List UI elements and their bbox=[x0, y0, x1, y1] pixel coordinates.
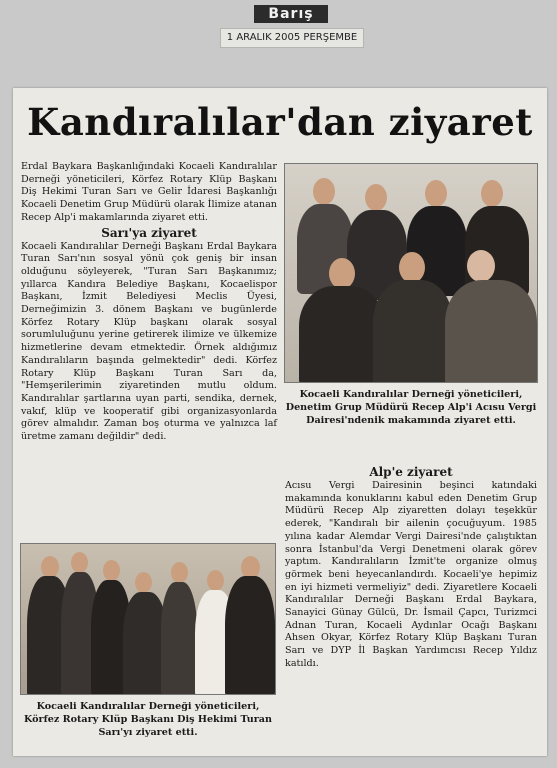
photo-sari-caption: Kocaeli Kandıralılar Derneği yöneticileri, Körfez Rotary Klüp Başkanı Diş Hekimi Turan Sarı'yı ziyaret etti. bbox=[24, 701, 272, 738]
publication-date: 1 ARALIK 2005 PERŞEMBE bbox=[220, 28, 364, 48]
photo-sari-visit bbox=[20, 543, 276, 695]
newspaper-masthead: Barış bbox=[254, 5, 328, 23]
section-body-alp: Acısu Vergi Dairesinin beşinci katındaki makamında konuklarını kabul eden Denetim Grup Müdürü Recep Alp ziyaretten dolayı teşekkür ederek, "Kandıralı bir ailenin çocuğuyum. 1985 yılına kadar Alemdar Vergi Dairesi'nde çalıştıktan sonra İstanbul'da Vergi Denetmeni olarak görev yaptım. Kandıralıların İzmit'te organize olmuş görmek beni heyecanlandırdı. Kocaeli'ye hepimiz en iyi hizmeti vermeliyiz" dedi. Ziyaretlere Kocaeli Kandıralılar Derneği Başkanı Erdal Baykara, Sanayici Günay Gülcü, Dr. İsmail Çapcı, Turizmci Adnan Turan, Kocaeli Aydınlar Ocağı Başkanı Ahsen Okyar, Körfez Rotary Klüp Başkanı Turan Sarı ve DYP İl Başkan Yardımcısı Recep Yıldız katıldı. bbox=[285, 480, 537, 669]
article-headline: Kandıralılar'dan ziyaret bbox=[27, 100, 533, 144]
section-title-alp: Alp'e ziyaret bbox=[369, 465, 453, 479]
photo-alp-visit bbox=[284, 163, 538, 383]
section-title-sari: Sarı'ya ziyaret bbox=[101, 225, 197, 240]
newspaper-clipping bbox=[13, 88, 547, 756]
article-intro: Erdal Baykara Başkanlığındaki Kocaeli Kandıralılar Derneği yöneticileri, Körfez Rotary Klüp Başkanı Diş Hekimi Turan Sarı ve Gelir İdaresi Başkanlığı Kocaeli Denetim Grup Müdürü olarak İlimize atanan Recep Alp'i makamlarında ziyaret etti. bbox=[21, 161, 277, 223]
photo-alp-caption: Kocaeli Kandıralılar Derneği yöneticileri, Denetim Grup Müdürü Recep Alp'i Acısu Vergi Dairesi'ndenik makamında ziyaret etti. bbox=[285, 389, 537, 426]
right-column bbox=[285, 464, 537, 671]
section-body-sari: Kocaeli Kandıralılar Derneği Başkanı Erdal Baykara Turan Sarı'nın sosyal yönü çok geniş bir insan olduğunu söyleyerek, "Turan Sarı Başkanımız; yıllarca Kandıra Belediye Başkanı, Kocaelispor Başkanı, İzmit Belediyesi Meclis Üyesi, Derneğimizin 3. dönem Başkanı ve bugünlerde Körfez Rotary Klüp başkanı olarak sosyal sorumluluğunu yerine getirerek ilimize ve ülkemize hizmetlerine devam etmektedir. Örnek aldığımız Kandıralıların başında gelmektedir" dedi. Körfez Rotary Klüp Başkanı Turan Sarı da, "Hemşerilerimin ziyaretinden mutlu oldum. Kandıralılar şartlarına uyan parti, sendika, dernek, vakıf, klüp ve kooperatif gibi organizasyonlarda görev almalıdır. Zaman boş oturma ve yalnızca laf üretme zamanı değildir" dedi. bbox=[21, 240, 277, 443]
left-column bbox=[21, 161, 277, 444]
